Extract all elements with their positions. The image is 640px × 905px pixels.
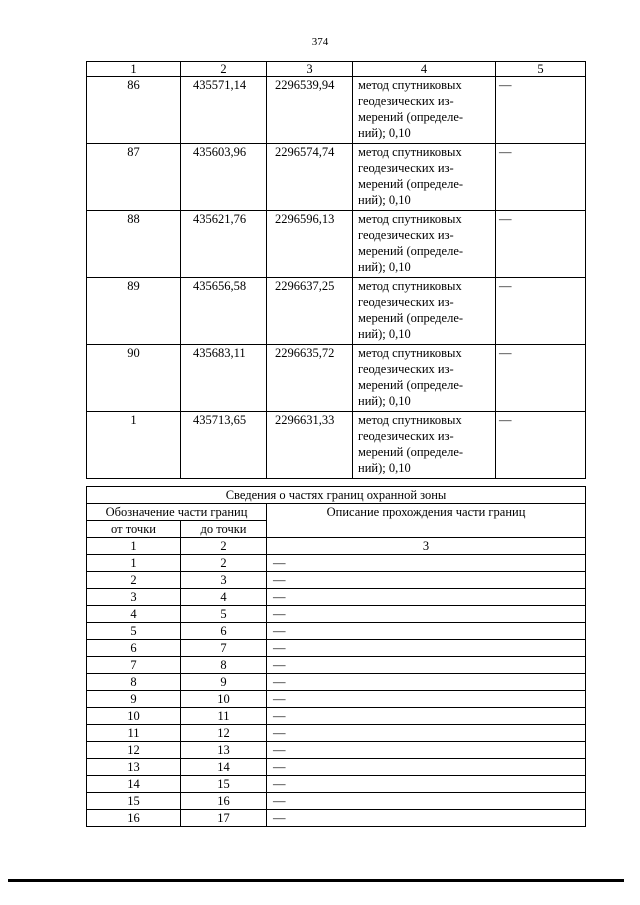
note-cell: —: [496, 211, 586, 278]
method-line: мерений (определе-: [358, 378, 464, 392]
method-line: метод спутниковых: [358, 78, 462, 92]
method-line: мерений (определе-: [358, 445, 464, 459]
from-point: 8: [87, 674, 181, 691]
index-row: [87, 538, 586, 555]
note-cell: —: [496, 278, 586, 345]
description-cell: —: [267, 708, 586, 725]
method-line: ний); 0,10: [358, 461, 411, 475]
note-cell: —: [496, 77, 586, 144]
column-index: 3: [267, 62, 353, 77]
table-row: [87, 345, 586, 412]
note-cell: —: [496, 345, 586, 412]
method-line: ний); 0,10: [358, 260, 411, 274]
to-point: 9: [181, 674, 267, 691]
point-number: 88: [87, 211, 181, 278]
y-coordinate: 2296596,13: [267, 211, 353, 278]
to-point: 16: [181, 793, 267, 810]
from-point: 5: [87, 623, 181, 640]
table-row: [87, 412, 586, 479]
column-index: 1: [87, 538, 181, 555]
table-row: [87, 776, 586, 793]
from-point: 13: [87, 759, 181, 776]
table-row: [87, 742, 586, 759]
column-index: 2: [181, 62, 267, 77]
method-line: метод спутниковых: [358, 145, 462, 159]
point-number: 87: [87, 144, 181, 211]
to-point: 4: [181, 589, 267, 606]
from-point: 11: [87, 725, 181, 742]
y-coordinate: 2296574,74: [267, 144, 353, 211]
from-point: 4: [87, 606, 181, 623]
coordinates-table: [86, 61, 586, 479]
method-line: геодезических из-: [358, 429, 454, 443]
method-cell: [353, 211, 496, 278]
method-line: мерений (определе-: [358, 244, 464, 258]
to-header: до точки: [181, 521, 267, 538]
table-row: [87, 278, 586, 345]
method-line: ний); 0,10: [358, 394, 411, 408]
from-point: 7: [87, 657, 181, 674]
table-row: [87, 606, 586, 623]
to-point: 6: [181, 623, 267, 640]
from-point: 12: [87, 742, 181, 759]
column-index: 4: [353, 62, 496, 77]
method-line: метод спутниковых: [358, 212, 462, 226]
to-point: 3: [181, 572, 267, 589]
method-cell: [353, 345, 496, 412]
description-cell: —: [267, 759, 586, 776]
y-coordinate: 2296637,25: [267, 278, 353, 345]
table-row: [87, 657, 586, 674]
method-line: геодезических из-: [358, 295, 454, 309]
method-line: метод спутниковых: [358, 346, 462, 360]
section-title: Сведения о частях границ охранной зоны: [87, 487, 586, 504]
from-point: 6: [87, 640, 181, 657]
column-index-row: [87, 62, 586, 77]
to-point: 10: [181, 691, 267, 708]
page-number: 374: [311, 36, 329, 48]
note-cell: —: [496, 412, 586, 479]
method-line: мерений (определе-: [358, 311, 464, 325]
bottom-rule: [8, 879, 624, 882]
table-row: [87, 759, 586, 776]
table-row: [87, 708, 586, 725]
table-row: [87, 589, 586, 606]
to-point: 2: [181, 555, 267, 572]
point-number: 1: [87, 412, 181, 479]
to-point: 14: [181, 759, 267, 776]
description-cell: —: [267, 589, 586, 606]
method-line: геодезических из-: [358, 94, 454, 108]
description-cell: —: [267, 623, 586, 640]
column-index: 3: [267, 538, 586, 555]
description-cell: —: [267, 793, 586, 810]
method-line: геодезических из-: [358, 228, 454, 242]
method-cell: [353, 412, 496, 479]
from-header: от точки: [87, 521, 181, 538]
to-point: 12: [181, 725, 267, 742]
from-point: 16: [87, 810, 181, 827]
method-line: метод спутниковых: [358, 413, 462, 427]
from-point: 1: [87, 555, 181, 572]
y-coordinate: 2296635,72: [267, 345, 353, 412]
table-row: [87, 725, 586, 742]
table-row: [87, 691, 586, 708]
description-cell: —: [267, 674, 586, 691]
group-header-row: [87, 504, 586, 521]
x-coordinate: 435683,11: [181, 345, 267, 412]
from-point: 15: [87, 793, 181, 810]
y-coordinate: 2296539,94: [267, 77, 353, 144]
point-number: 86: [87, 77, 181, 144]
description-cell: —: [267, 640, 586, 657]
x-coordinate: 435656,58: [181, 278, 267, 345]
method-cell: [353, 144, 496, 211]
column-index: 5: [496, 62, 586, 77]
description-cell: —: [267, 810, 586, 827]
x-coordinate: 435603,96: [181, 144, 267, 211]
y-coordinate: 2296631,33: [267, 412, 353, 479]
method-line: метод спутниковых: [358, 279, 462, 293]
table-row: [87, 572, 586, 589]
description-cell: —: [267, 572, 586, 589]
column-index: 2: [181, 538, 267, 555]
from-point: 2: [87, 572, 181, 589]
method-line: ний); 0,10: [358, 193, 411, 207]
method-line: мерений (определе-: [358, 110, 464, 124]
description-cell: —: [267, 606, 586, 623]
to-point: 11: [181, 708, 267, 725]
x-coordinate: 435621,76: [181, 211, 267, 278]
table-row: [87, 555, 586, 572]
table-row: [87, 640, 586, 657]
to-point: 7: [181, 640, 267, 657]
method-cell: [353, 77, 496, 144]
description-cell: —: [267, 691, 586, 708]
table-row: [87, 144, 586, 211]
to-point: 8: [181, 657, 267, 674]
method-line: ний); 0,10: [358, 126, 411, 140]
group-header: Обозначение части границ: [87, 504, 267, 521]
from-point: 14: [87, 776, 181, 793]
column-index: 1: [87, 62, 181, 77]
to-point: 13: [181, 742, 267, 759]
section-title-row: [87, 487, 586, 504]
table-row: [87, 793, 586, 810]
table-row: [87, 810, 586, 827]
description-header: Описание прохождения части границ: [267, 504, 586, 538]
table-row: [87, 674, 586, 691]
table-row: [87, 623, 586, 640]
x-coordinate: 435713,65: [181, 412, 267, 479]
method-line: ний); 0,10: [358, 327, 411, 341]
from-point: 10: [87, 708, 181, 725]
table-row: [87, 211, 586, 278]
point-number: 90: [87, 345, 181, 412]
method-cell: [353, 278, 496, 345]
method-line: геодезических из-: [358, 161, 454, 175]
description-cell: —: [267, 776, 586, 793]
to-point: 15: [181, 776, 267, 793]
to-point: 5: [181, 606, 267, 623]
description-cell: —: [267, 555, 586, 572]
point-number: 89: [87, 278, 181, 345]
table-row: [87, 77, 586, 144]
description-cell: —: [267, 657, 586, 674]
x-coordinate: 435571,14: [181, 77, 267, 144]
note-cell: —: [496, 144, 586, 211]
boundary-parts-table: [86, 486, 586, 827]
to-point: 17: [181, 810, 267, 827]
description-cell: —: [267, 725, 586, 742]
description-cell: —: [267, 742, 586, 759]
from-point: 3: [87, 589, 181, 606]
from-point: 9: [87, 691, 181, 708]
method-line: геодезических из-: [358, 362, 454, 376]
method-line: мерений (определе-: [358, 177, 464, 191]
